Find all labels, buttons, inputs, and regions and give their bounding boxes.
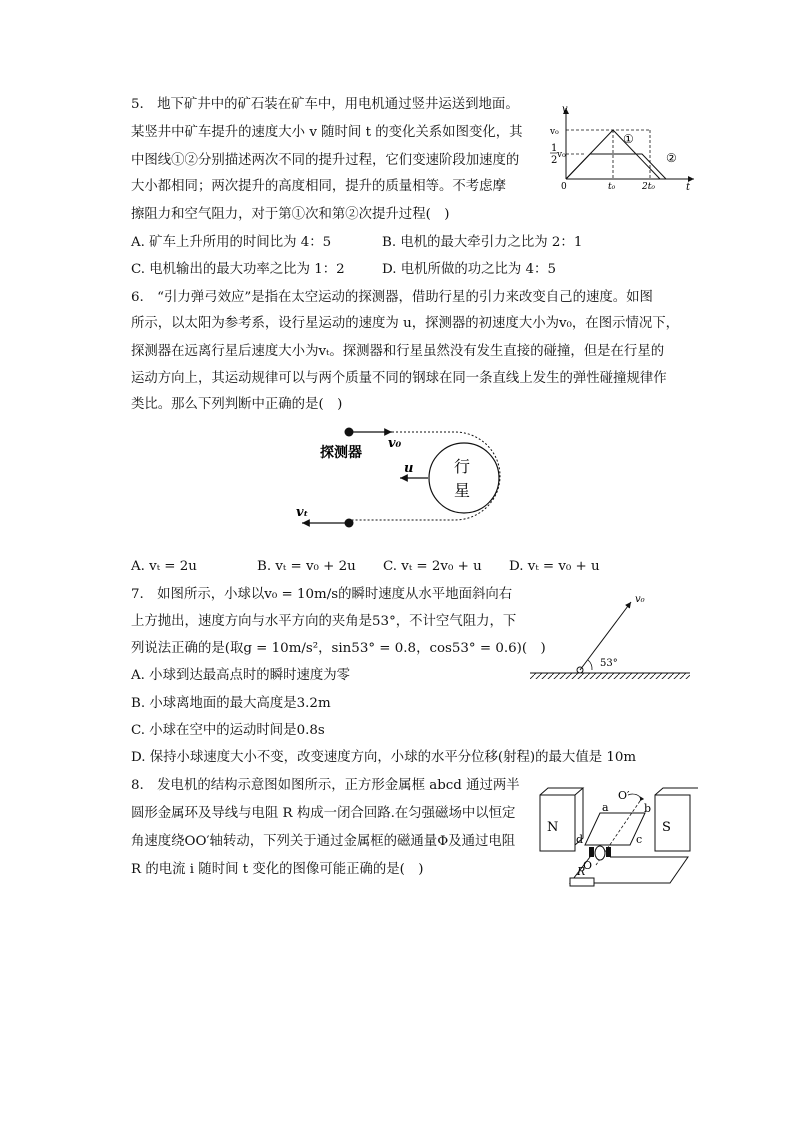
q5-option-b: B. 电机的最大牵引力之比为 2：1 xyxy=(382,235,583,250)
q5-line-3: 中图线①②分别描述两次不同的提升过程，它们变速阶段加速度的 xyxy=(131,153,520,168)
q7-line-1: 7. 如图所示，小球以v₀ = 10m/s的瞬时速度从水平地面斜向右 xyxy=(131,587,513,602)
half-numerator: 1 xyxy=(551,143,558,154)
curve-2 xyxy=(566,154,666,179)
q7-line-2: 上方抛出，速度方向与水平方向的夹角是53°，不计空气阻力，下 xyxy=(131,614,517,629)
q6-option-a: A. vₜ = 2u xyxy=(131,559,197,574)
q6-line-4: 运动方向上，其运动规律可以与两个质量不同的钢球在同一条直线上发生的弹性碰撞规律作 xyxy=(131,371,667,386)
q8-line-4: R 的电流 i 随时间 t 变化的图像可能正确的是( ) xyxy=(131,862,424,877)
q5-line-1: 5. 地下矿井中的矿石装在矿车中，用电机通过竖井运送到地面。 xyxy=(131,97,519,112)
v0-label: v₀ xyxy=(635,594,645,605)
q5-option-c: C. 电机输出的最大功率之比为 1：2 xyxy=(131,262,345,277)
o-label: O xyxy=(583,859,593,872)
c-label: c xyxy=(636,833,643,846)
q6-line-1: 6. “引力弹弓效应”是指在太空运动的探测器，借助行星的引力来改变自己的速度。如图 xyxy=(131,290,653,305)
q7-option-b: B. 小球离地面的最大高度是3.2m xyxy=(131,696,331,711)
t0-tick: t₀ xyxy=(608,182,616,192)
s-label: S xyxy=(662,820,671,835)
curve-1-label: ① xyxy=(623,132,634,146)
q6-option-d: D. vₜ = v₀ + u xyxy=(509,559,600,574)
slip-ring-1 xyxy=(595,846,605,860)
2t0-tick: 2t₀ xyxy=(642,182,655,192)
s-magnet xyxy=(655,795,690,851)
curve-2-label: ② xyxy=(666,151,677,165)
n-label: N xyxy=(547,820,559,835)
q7-option-d: D. 保持小球速度大小不变，改变速度方向，小球的水平分位移(射程)的最大值是 10m xyxy=(131,750,637,765)
b-label: b xyxy=(644,802,652,815)
q8-line-3: 角速度绕OO′轴转动，下列关于通过金属框的磁通量Φ及通过电阻 xyxy=(131,834,516,849)
q7-line-3: 列说法正确的是(取g = 10m/s²，sin53° = 0.8，cos53° = 0.6)( ) xyxy=(131,641,546,656)
v0-tick: v₀ xyxy=(550,127,559,137)
ground-hatch xyxy=(530,673,690,679)
planet-circle xyxy=(429,443,499,513)
half-denominator: 2 xyxy=(551,155,558,166)
generator-diagram xyxy=(540,783,690,893)
q7-option-a: A. 小球到达最高点时的瞬时速度为零 xyxy=(131,668,351,683)
v0-label: v₀ xyxy=(388,436,402,451)
q6-line-2: 所示，以太阳为参考系，设行星运动的速度为 u，探测器的初速度大小为v₀，在图示情况下， xyxy=(131,316,680,331)
r-label: R xyxy=(577,865,586,878)
a-label: a xyxy=(602,801,609,814)
q8-line-2: 圆形金属环及导线与电阻 R 构成一闭合回路.在匀强磁场中以恒定 xyxy=(131,806,516,821)
angle-arc xyxy=(588,660,592,670)
planet-label-bottom: 星 xyxy=(454,481,471,500)
u-label: u xyxy=(404,461,414,476)
q5-line-5: 擦阻力和空气阻力，对于第①次和第②次提升过程( ) xyxy=(131,207,450,222)
d-label: d xyxy=(576,833,584,846)
slingshot-diagram xyxy=(296,420,530,540)
o-prime-label: O′ xyxy=(618,789,630,802)
projectile-diagram xyxy=(528,585,688,685)
q5-option-d: D. 电机所做的功之比为 4：5 xyxy=(382,262,556,277)
t-axis-label: t xyxy=(686,182,691,193)
resistor xyxy=(570,878,594,886)
q5-vt-graph xyxy=(540,100,700,200)
q6-line-3: 探测器在远离行星后速度大小为vₜ。探测器和行星虽然没有发生直接的碰撞，但是在行星的 xyxy=(131,344,665,359)
q8-line-1: 8. 发电机的结构示意图如图所示，正方形金属框 abcd 通过两半 xyxy=(131,778,520,793)
q6-line-5: 类比。那么下列判断中正确的是( ) xyxy=(131,397,343,412)
planet-label-top: 行 xyxy=(454,457,471,476)
v-axis-label: v xyxy=(562,104,568,115)
q5-line-2: 某竖井中矿车提升的速度大小 v 随时间 t 的变化关系如图变化，其 xyxy=(131,125,523,140)
half-v0: v₀ xyxy=(557,150,566,160)
origin-label: 0 xyxy=(561,182,567,192)
probe-label: 探测器 xyxy=(320,445,362,461)
angle-label: 53° xyxy=(600,658,618,669)
q5-line-4: 大小都相同；两次提升的高度相同，提升的质量相等。不考虑摩 xyxy=(131,179,506,194)
q6-option-b: B. vₜ = v₀ + 2u xyxy=(257,559,356,574)
q6-option-c: C. vₜ = 2v₀ + u xyxy=(383,559,482,574)
vt-label: vₜ xyxy=(296,505,309,520)
q5-option-a: A. 矿车上升所用的时间比为 4：5 xyxy=(131,235,332,250)
q7-option-c: C. 小球在空中的运动时间是0.8s xyxy=(131,723,325,738)
